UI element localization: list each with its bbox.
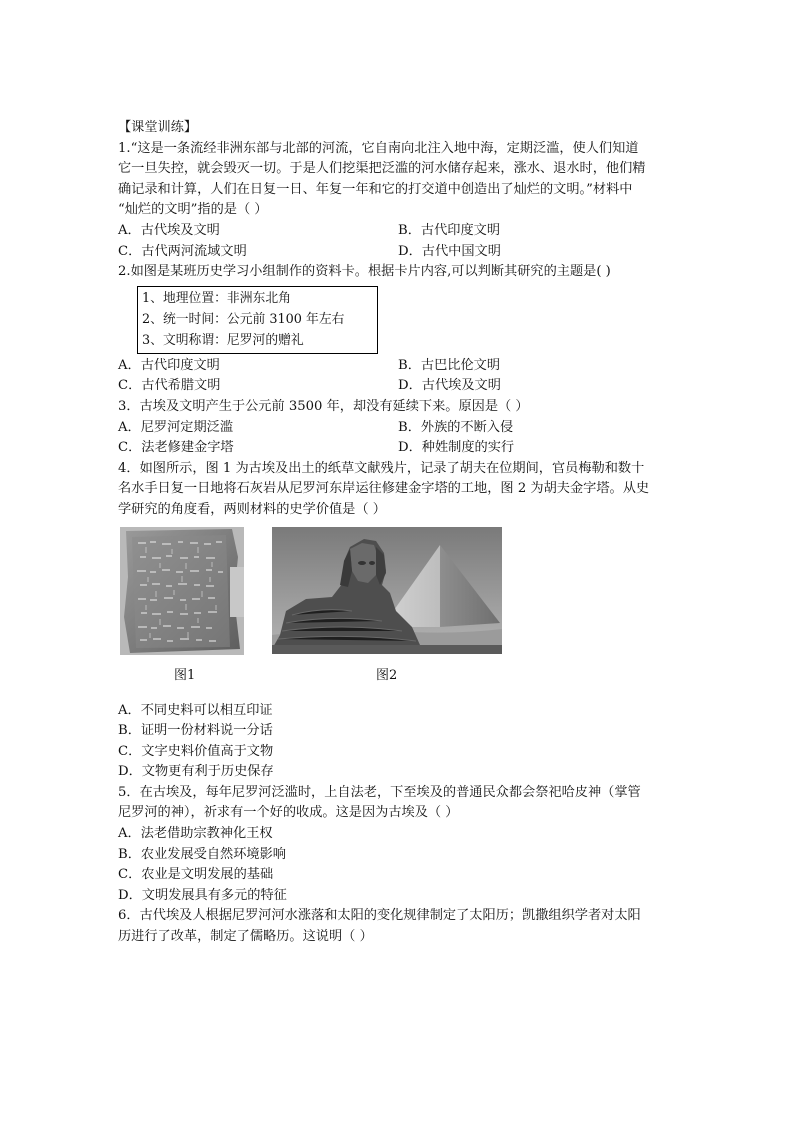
- option-a[interactable]: A．尼罗河定期泛滥: [118, 419, 234, 435]
- option-b[interactable]: B．证明一份材料说一分话: [118, 723, 273, 739]
- option-c[interactable]: C．法老修建金字塔: [118, 440, 234, 456]
- worksheet: [118, 118, 678, 948]
- question-text: 学研究的角度看，两则材料的史学价值是（ ）: [118, 501, 386, 517]
- papyrus-fragment-image: [120, 527, 244, 655]
- question-text: 历进行了改革，制定了儒略历。这说明（ ）: [118, 929, 373, 945]
- option-d[interactable]: D．古代中国文明: [398, 243, 501, 259]
- question-5: [118, 783, 678, 907]
- question-1: [118, 139, 678, 263]
- sphinx-pyramid-image: [272, 527, 502, 654]
- option-b[interactable]: B．外族的不断入侵: [398, 419, 514, 435]
- question-text: 尼罗河的神），祈求有一个好的收成。这是因为古埃及（ ）: [118, 805, 459, 821]
- option-a[interactable]: A．不同史料可以相互印证: [118, 702, 273, 718]
- card-line: 2、统一时间：公元前 3100 年左右: [142, 311, 345, 327]
- question-text: 5．在古埃及，每年尼罗河泛滥时，上自法老，下至埃及的普通民众都会祭祀哈皮神（掌管: [118, 784, 641, 800]
- question-3: [118, 397, 678, 459]
- option-c[interactable]: C．古代希腊文明: [118, 378, 221, 394]
- question-text: 确记录和计算，人们在日复一日、年复一年和它的打交道中创造出了灿烂的文明。”材料中: [118, 181, 633, 197]
- question-text: 名水手日复一日地将石灰岩从尼罗河东岸运往修建金字塔的工地，图 2 为胡夫金字塔。从史: [118, 481, 650, 497]
- option-a[interactable]: A．法老借助宗教神化王权: [118, 826, 273, 842]
- figure-2-caption: 图2: [376, 667, 398, 683]
- option-d[interactable]: D．古代埃及文明: [398, 378, 501, 394]
- question-text: “灿烂的文明”指的是（ ）: [118, 202, 268, 218]
- figures: [118, 527, 678, 701]
- option-c[interactable]: C．文字史料价值高于文物: [118, 743, 274, 759]
- option-d[interactable]: D．文明发展具有多元的特征: [118, 887, 287, 903]
- option-a[interactable]: A．古代埃及文明: [118, 222, 220, 238]
- question-text: 它一旦失控，就会毁灭一切。于是人们挖渠把泛滥的河水储存起来，涨水、退水时，他们精: [118, 161, 646, 177]
- card-line: 1、地理位置：非洲东北角: [142, 290, 291, 306]
- figure-1-caption: 图1: [174, 667, 196, 683]
- option-d[interactable]: D．文物更有利于历史保存: [118, 764, 274, 780]
- option-a[interactable]: A．古代印度文明: [118, 357, 220, 373]
- option-b[interactable]: B．农业发展受自然环境影响: [118, 846, 286, 862]
- question-text: 3．古埃及文明产生于公元前 3500 年，却没有延续下来。原因是（ ）: [118, 398, 529, 414]
- question-text: 4．如图所示，图 1 为古埃及出土的纸草文献残片，记录了胡夫在位期间，官员梅勒和数十: [118, 460, 645, 476]
- question-4: [118, 459, 678, 783]
- question-text: 2.如图是某班历史学习小组制作的资料卡。根据卡片内容,可以判断其研究的主题是( ): [118, 264, 611, 280]
- option-c[interactable]: C．农业是文明发展的基础: [118, 867, 274, 883]
- option-b[interactable]: B．古代印度文明: [398, 222, 501, 238]
- option-d[interactable]: D．种姓制度的实行: [398, 440, 515, 456]
- question-text: 1.“这是一条流经非洲东部与北部的河流，它自南向北注入地中海，定期泛滥，使人们知道: [118, 140, 639, 156]
- question-6: [118, 906, 678, 947]
- option-b[interactable]: B．古巴比伦文明: [398, 357, 501, 373]
- info-card: [137, 286, 378, 354]
- option-c[interactable]: C．古代两河流域文明: [118, 243, 247, 259]
- section-heading: 【课堂训练】: [118, 120, 198, 135]
- question-text: 6．古代埃及人根据尼罗河河水涨落和太阳的变化规律制定了太阳历；凯撒组织学者对太阳: [118, 908, 641, 924]
- question-2: [118, 262, 678, 397]
- card-line: 3、文明称谓：尼罗河的赠礼: [142, 332, 304, 348]
